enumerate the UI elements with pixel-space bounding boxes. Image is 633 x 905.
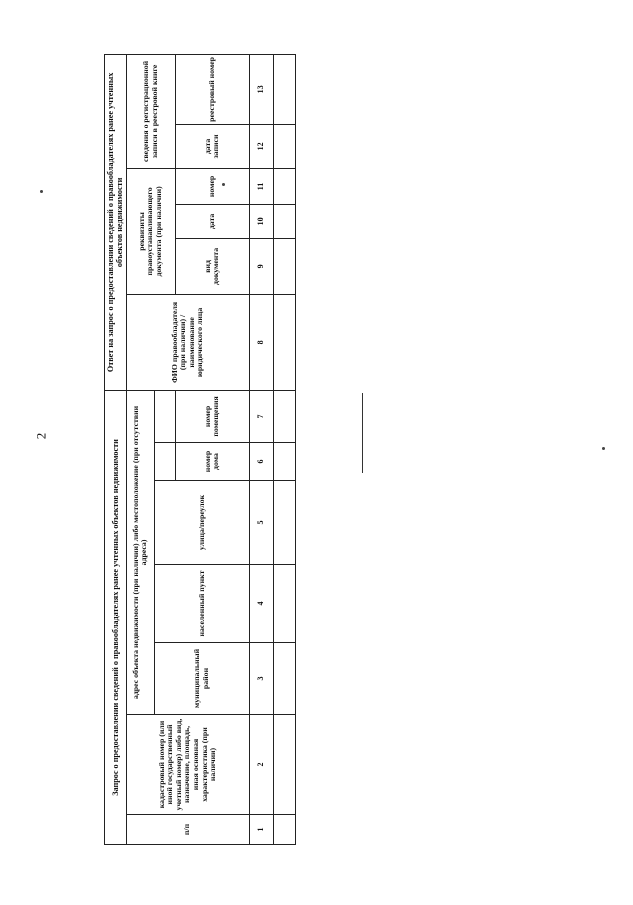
col-number-cell: 7 [249,390,274,442]
col-number-cell: 2 [249,715,274,815]
records-table [104,55,296,845]
data-cell [274,715,296,815]
data-cell [274,443,296,481]
section-request-header: Запрос о предоставлении сведений о правообладателях ранее учтенных объектов недвижимости [105,390,127,844]
col-doc-type: вид документа [175,238,249,294]
scan-speck [602,447,605,450]
data-cell [274,565,296,643]
col-number-cell: 4 [249,565,274,643]
col-number-cell: 8 [249,294,274,390]
col-reg-date: дата записи [175,124,249,168]
col-number: номер [175,168,249,204]
handwritten-line [362,393,363,473]
col-number-cell: 3 [249,643,274,715]
col-number-cell: 6 [249,443,274,481]
col-date: дата [175,204,249,238]
scan-speck [40,190,43,193]
col-municipal: муниципальный район [155,643,249,715]
col-room: номер помещения [175,390,249,442]
col-number-cell: 12 [249,124,274,168]
col-reg-number: реестровый номер [175,54,249,124]
col-number-cell: 1 [249,815,274,845]
data-cell [274,815,296,845]
blank-cell [155,443,176,481]
blank-cell [155,390,176,442]
col-cadastral: кадастровый номер (или иной государственный учетный номер) либо вид, назначение, площадь, иная основная характеристика (при наличии) [126,715,249,815]
col-registry: сведения о регистрационной записи в реестровой книге [126,54,175,168]
col-number-cell: 10 [249,204,274,238]
data-cell [274,643,296,715]
col-owner: ФИО правообладателя (при наличии) / наименование юридического лица [126,294,249,390]
col-address: адрес объекта недвижимости (при наличии) либо местоположение (при отсутствии адреса) [126,390,155,714]
page-number: 2 [33,432,49,440]
section-answer-header: Ответ на запрос о предоставлении сведений о правообладателях ранее учтенных объектов недвижимости [105,54,127,390]
data-cell [274,294,296,390]
col-settlement: населенный пункт [155,565,249,643]
col-pp: п/п [126,815,249,845]
col-number-cell: 11 [249,168,274,204]
col-house: номер дома [175,443,249,481]
col-number-cell: 13 [249,54,274,124]
data-cell [274,54,296,124]
data-cell [274,204,296,238]
data-cell [274,124,296,168]
data-cell [274,481,296,565]
data-cell [274,168,296,204]
col-number-cell: 9 [249,238,274,294]
col-number-cell: 5 [249,481,274,565]
col-street: улица/переулок [155,481,249,565]
data-cell [274,390,296,442]
data-cell [274,238,296,294]
col-details: реквизиты правоустанавливающего документа (при наличии) [126,168,175,294]
